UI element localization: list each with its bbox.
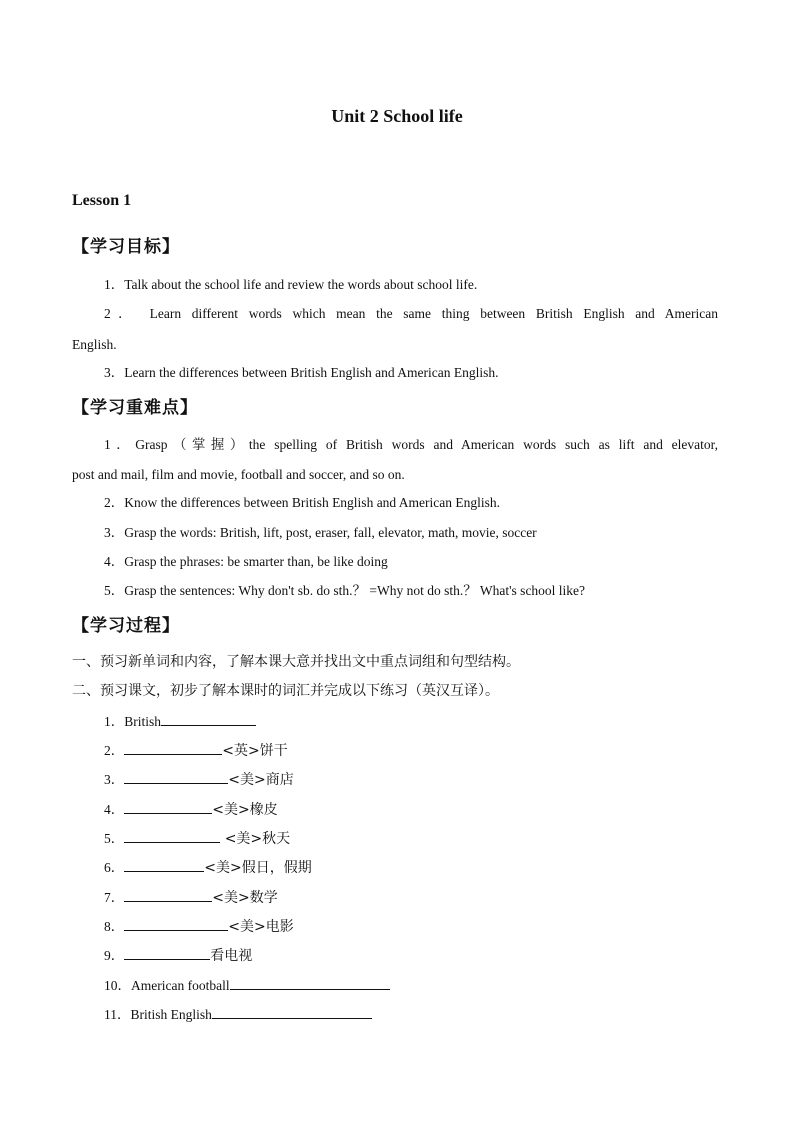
answer-blank[interactable] — [124, 799, 212, 814]
exercise-item — [104, 711, 704, 732]
exercise-number: 5． — [104, 831, 125, 846]
exercise-item — [104, 1004, 704, 1025]
exercise-prompt: <美>秋天 — [220, 831, 291, 847]
exercise-prompt: <英>饼干 — [222, 743, 288, 759]
answer-blank[interactable] — [161, 711, 256, 726]
exercise-item — [104, 828, 704, 849]
goal-item: 1．Talk about the school life and review the words about school life. — [104, 277, 478, 292]
key-point-item: 1．Grasp（掌握）the spelling of British words and American words such as lift and elevator, — [104, 437, 718, 452]
exercise-item — [104, 769, 704, 790]
answer-blank[interactable] — [124, 740, 222, 755]
exercise-number: 6． — [104, 860, 125, 875]
exercise-item — [104, 945, 704, 966]
exercise-item — [104, 857, 704, 878]
answer-blank[interactable] — [212, 1004, 372, 1019]
process-step: 一、预习新单词和内容，了解本课大意并找出文中重点词组和句型结构。 — [72, 654, 520, 670]
section-heading-process: 【学习过程】 — [72, 616, 180, 636]
exercise-item — [104, 975, 704, 996]
exercise-number: 4． — [104, 802, 125, 817]
key-point-item: 3．Grasp the words: British, lift, post, eraser, fall, elevator, math, movie, soccer — [104, 525, 537, 540]
lesson-heading: Lesson 1 — [72, 192, 132, 209]
answer-blank[interactable] — [124, 857, 204, 872]
exercise-number: 1．British — [104, 714, 162, 729]
exercise-number: 3． — [104, 772, 125, 787]
goal-item: 3．Learn the differences between British English and American English. — [104, 365, 499, 380]
goal-item-continuation: English. — [72, 337, 117, 352]
exercise-number: 8． — [104, 919, 125, 934]
process-step: 二、预习课文，初步了解本课时的词汇并完成以下练习（英汉互译）。 — [72, 683, 499, 699]
exercise-number: 7． — [104, 890, 125, 905]
exercise-prompt: <美>假日，假期 — [204, 860, 312, 876]
exercise-item — [104, 799, 704, 820]
answer-blank[interactable] — [124, 887, 212, 902]
exercise-item — [104, 887, 704, 908]
exercise-item — [104, 740, 704, 761]
answer-blank[interactable] — [124, 828, 220, 843]
key-point-item: 5．Grasp the sentences: Why don't sb. do sth.？ =Why not do sth.？ What's school like? — [104, 583, 586, 598]
exercise-prompt: <美>商店 — [228, 772, 294, 788]
answer-blank[interactable] — [230, 975, 390, 990]
exercise-item — [104, 916, 704, 937]
document-title: Unit 2 School life — [331, 106, 463, 126]
key-point-item-continuation: post and mail, film and movie, football and soccer, and so on. — [72, 467, 405, 482]
exercise-number: 2． — [104, 743, 125, 758]
exercise-number: 9． — [104, 948, 125, 963]
key-point-item: 2．Know the differences between British English and American English. — [104, 495, 501, 510]
goal-item: 2． Learn different words which mean the same thing between British English and American — [104, 306, 718, 321]
exercise-prompt: 看电视 — [210, 948, 253, 964]
exercise-prompt: <美>电影 — [228, 919, 294, 935]
key-point-item: 4．Grasp the phrases: be smarter than, be like doing — [104, 554, 388, 569]
answer-blank[interactable] — [124, 916, 228, 931]
exercise-number: 11．British English — [104, 1007, 212, 1022]
exercise-prompt: <美>橡皮 — [212, 802, 278, 818]
section-heading-goals: 【学习目标】 — [72, 237, 180, 257]
answer-blank[interactable] — [124, 769, 228, 784]
exercise-number: 10．American football — [104, 978, 230, 993]
section-heading-key-points: 【学习重难点】 — [72, 398, 198, 418]
exercise-prompt: <美>数学 — [212, 890, 278, 906]
answer-blank[interactable] — [124, 945, 210, 960]
